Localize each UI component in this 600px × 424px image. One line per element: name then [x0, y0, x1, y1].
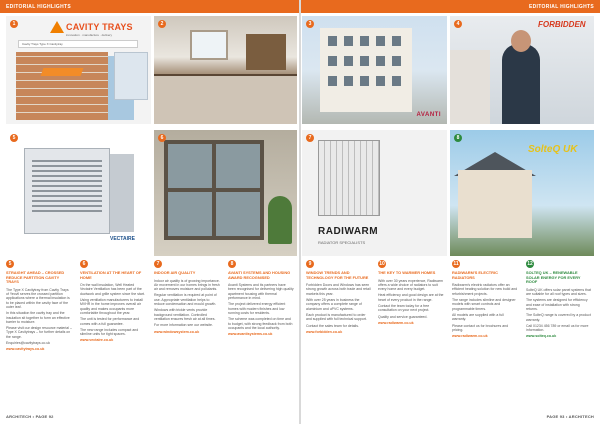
radiwarm-tagline: RADIATOR SPECIALISTS	[318, 240, 366, 245]
article-number: 9	[306, 260, 314, 268]
forbidden-logo: FORBIDDEN	[538, 20, 586, 29]
building-window	[328, 76, 337, 86]
solteq-image	[450, 130, 594, 256]
article-paragraph: Quality and service guaranteed.	[378, 314, 428, 319]
tile-number: 7	[306, 134, 314, 142]
article-link[interactable]: www.cavitytrays.co.uk	[6, 347, 45, 352]
article-paragraph: Each product is manufactured to order and supplied with full technical support.	[306, 312, 367, 322]
article-column	[378, 260, 444, 410]
article-link[interactable]: www.solteq.co.uk	[526, 334, 557, 339]
house	[458, 170, 532, 238]
article-number: 12	[527, 261, 533, 267]
tile-number: 2	[158, 20, 166, 28]
building-window	[344, 76, 353, 86]
article-paragraph: Call 01234 456 789 or email us for more information.	[526, 323, 589, 333]
building-window	[376, 56, 385, 66]
header-left	[0, 0, 300, 13]
radiator	[318, 140, 380, 216]
tile-number: 3	[306, 20, 314, 28]
article-number: 5	[6, 260, 14, 268]
article-column	[306, 260, 372, 410]
apartment-building	[320, 28, 412, 112]
article-link[interactable]: www.radiwarm.co.uk	[378, 320, 414, 325]
forbidden-image	[450, 16, 594, 124]
article-paragraph: In this situation the cavity tray and the insulation sit together to form an effective barrier to moisture.	[6, 311, 70, 324]
building-window	[360, 76, 369, 86]
article-paragraph: Radiwarm's electric radiators offer an efficient heating solution for new build and refurbishment projects.	[452, 283, 518, 296]
article-link[interactable]: www.radiwarm.co.uk	[452, 334, 488, 339]
article-paragraph: The project delivered energy efficient homes with modern finishes and low running costs for residents.	[228, 302, 286, 315]
building-window	[360, 36, 369, 46]
building-window	[392, 56, 401, 66]
kitchen-image	[154, 16, 297, 124]
page-gutter	[299, 0, 301, 424]
article-number: 7	[154, 260, 162, 268]
building-window	[344, 56, 353, 66]
building-window	[392, 36, 401, 46]
article-paragraph: Contact the team today for a free consultation on your next project.	[378, 304, 430, 313]
article-paragraph: The new range includes compact and slimline units for tight spaces.	[80, 327, 139, 337]
article-link[interactable]: www.vectaire.co.uk	[80, 338, 114, 343]
article-paragraph: Using ventilation manufacturers to install MVHR in the home improves overall air quality and makes occupants more comfortable throughout the year.	[80, 298, 143, 315]
article-paragraph: The Type X Cavitytray from Cavity Trays of Yeovil serves the crossed partition applications where a thermal insulation is to be placed within the cavity face of the outer leaf.	[6, 287, 70, 309]
person-head	[511, 30, 531, 52]
article-column	[452, 260, 518, 410]
building-window	[328, 56, 337, 66]
section-label: EDITORIAL HIGHLIGHTS	[529, 3, 594, 10]
article-link[interactable]: www.avantisystems.co.uk	[228, 332, 273, 337]
article-paragraph: Forbidden Doors and Windows has seen strong growth across both trade and retail markets this year.	[306, 283, 371, 296]
plant	[268, 196, 292, 244]
detail-panel	[114, 52, 148, 100]
cavity-tray	[41, 68, 84, 76]
tile-number: 4	[454, 20, 462, 28]
vectaire-logo: VECTAIRE	[110, 236, 135, 242]
article-title: STRAIGHT AHEAD – CROSSED REDUCE PARTITION CAVITY TRAYS	[6, 270, 65, 285]
article-paragraph: Avanti Systems and its partners have been recognised for delivering high quality apartment housing with thermal performance in mind.	[228, 283, 294, 301]
building-window	[344, 36, 353, 46]
article-title: AVANTI SYSTEMS AND HOUSING AWARD RECOGNISED	[228, 270, 291, 280]
article-paragraph: Contact the sales team for details.	[306, 323, 359, 328]
header-right	[300, 0, 600, 13]
article-column	[154, 260, 220, 410]
building-window	[360, 56, 369, 66]
radiator-image	[302, 130, 447, 256]
window-interior-image	[154, 130, 297, 256]
article-title: WINDOW TRENDS AND TECHNOLOGY FOR THE FUTURE	[306, 270, 369, 280]
building-window	[376, 76, 385, 86]
brick-wall	[16, 52, 108, 120]
vent-unit-side	[110, 154, 134, 232]
article-paragraph: Please visit our design resource material – Type X Cavitytrays – for further details on the range.	[6, 326, 72, 339]
cavity-trays-wordmark: CAVITY TRAYS	[66, 22, 133, 32]
article-link[interactable]: www.forbidden.co.uk	[306, 329, 343, 334]
article-paragraph: SolteQ UK offers solar panel systems that are suitable for all roof types and sizes.	[526, 287, 591, 297]
article-number: 11	[453, 261, 459, 267]
article-paragraph: Please contact us for brochures and pricing.	[452, 323, 509, 332]
article-paragraph: On the wall insulation, Well Heated Vectaire Ventilation has been part of the ductwork and grille system since the start.	[80, 283, 145, 296]
kitchen-window	[190, 30, 228, 60]
article-paragraph: The unit is tested for performance and comes with a full guarantee.	[80, 317, 140, 326]
article-title: INDOOR AIR QUALITY	[154, 270, 196, 275]
radiwarm-logo: RADIWARM	[318, 226, 379, 237]
cavity-trays-logo	[50, 20, 136, 34]
article-number: 8	[228, 260, 236, 268]
kitchen-shelf	[246, 34, 286, 70]
article-title: SOLTEQ UK – RENEWABLE SOLAR ENERGY FOR EVERY ROOF	[526, 270, 581, 285]
article-paragraph: The systems are designed for efficiency and ease of installation with strong returns.	[526, 298, 588, 311]
tile-number: 5	[10, 134, 18, 142]
article-title: VENTILATION AT THE HEART OF HOME	[80, 270, 142, 280]
cavity-trays-tagline: innovation · manufacture · delivery	[66, 33, 113, 37]
article-paragraph: Windows with trickle vents provide background ventilation. Controlled ventilation ensures fresh air at all times.	[154, 308, 216, 321]
building-window	[376, 36, 385, 46]
article-column	[6, 260, 72, 410]
building-window	[392, 76, 401, 86]
tile-number: 6	[158, 134, 166, 142]
article-title: THE KEY TO WARMER HOMES	[378, 270, 436, 275]
cavity-trays-image	[6, 16, 151, 124]
apartment-image	[302, 16, 447, 124]
vent-grille	[32, 160, 102, 212]
article-paragraph: Indoor air quality is of growing importance. Air movement in our homes brings in fresh air and removes moisture and pollutants.	[154, 278, 220, 292]
article-paragraph: For more information see our website.	[154, 323, 213, 328]
ventilation-unit-image	[6, 130, 151, 256]
tile-number: 8	[454, 134, 462, 142]
window-transom	[164, 188, 264, 192]
avanti-logo: AVANTI	[416, 112, 441, 118]
article-paragraph: The range includes slimline and designer models with smart controls and programmable timers.	[452, 298, 516, 311]
article-number: 6	[80, 260, 88, 268]
article-paragraph: The SolteQ range is covered by a product warranty.	[526, 313, 591, 322]
article-link[interactable]: www.windowsystem.co.uk	[154, 329, 200, 334]
section-label: EDITORIAL HIGHLIGHTS	[6, 3, 71, 10]
article-paragraph: All models are supplied with a full warranty.	[452, 312, 504, 322]
article-paragraph: Heat efficiency and good design are at the heart of every product in the range.	[378, 293, 444, 302]
article-paragraph: The scheme was completed on time and to budget, with strong feedback from both occupants and the local authority.	[228, 317, 293, 330]
footer-left: ARCHITECH • PAGE 92	[6, 414, 54, 419]
article-number: 10	[379, 261, 385, 267]
article-title: RADIWARM'S ELECTRIC RADIATORS	[452, 270, 498, 280]
footer-right: PAGE 93 • ARCHITECH	[546, 414, 594, 419]
tile-number: 1	[10, 20, 18, 28]
article-paragraph: Enquiries@cavitytrays.co.uk	[6, 341, 51, 346]
kitchen-units	[154, 76, 297, 124]
article-column	[526, 260, 592, 410]
cavity-trays-caption: Cavity Trays Type X Cavitytray	[18, 40, 138, 48]
building-window	[328, 36, 337, 46]
article-column	[228, 260, 294, 410]
background-panel	[450, 50, 490, 124]
person-figure	[502, 44, 540, 124]
article-paragraph: With over 25 years in business the company offers a complete range of aluminium and uPVC systems.	[306, 298, 362, 311]
triangle-icon	[50, 21, 64, 33]
article-paragraph: With over 30 years experience, Radiwarm offers a wide choice of radiators to suit every home and every budget.	[378, 278, 443, 292]
solteq-logo: SolteQ UK	[528, 144, 578, 155]
article-column	[80, 260, 146, 410]
article-paragraph: Regular ventilation is required at point of use. Appropriate ventilation helps to reduce condensation and mould growth.	[154, 293, 217, 307]
